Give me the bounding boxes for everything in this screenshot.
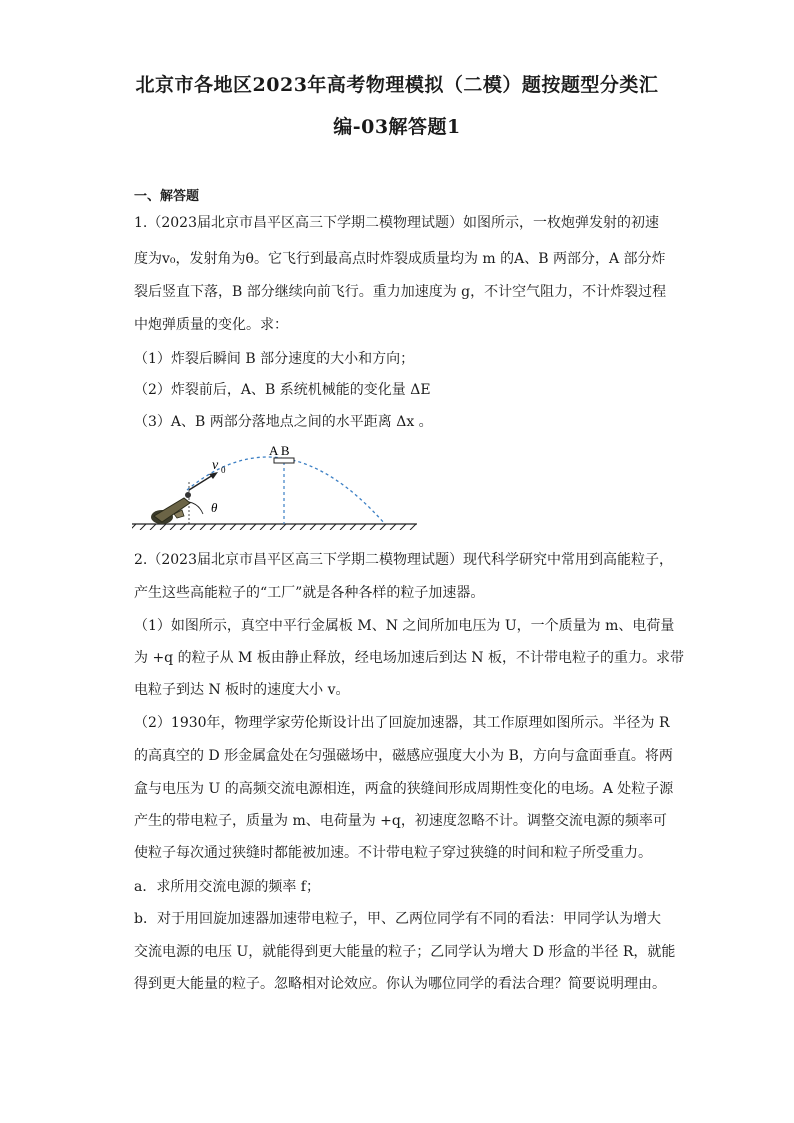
q1-line: 1.（2023届北京市昌平区高三下学期二模物理试题）如图所示，一枚炮弹发射的初速 [134, 215, 659, 231]
q2-line: a．求所用交流电源的频率 f； [134, 879, 320, 895]
q2-line: 盒与电压为 U 的高频交流电源相连，两盒的狭缝间形成周期性变化的电场。A 处粒子源 [134, 781, 674, 797]
q1-line: 度为v₀，发射角为θ。它飞行到最高点时炸裂成质量均为 m 的A、B 两部分，A 部分炸 [134, 251, 666, 267]
angle-arc [189, 502, 203, 514]
v0-arrow [189, 475, 213, 490]
q1-part-line: （2）炸裂前后，A、B 系统机械能的变化量 ΔE [134, 382, 431, 398]
label-ab: A B [269, 443, 290, 458]
q1-line: 裂后竖直下落，B 部分继续向前飞行。重力加速度为 g，不计空气阻力，不计炸裂过程 [134, 284, 667, 300]
q1-line: 中炮弹质量的变化。求： [134, 317, 288, 333]
ground-hatching [132, 524, 416, 530]
q2-line: 产生这些高能粒子的“工厂”就是各种各样的粒子加速器。 [134, 585, 485, 601]
doc-title-line-2: 编-03解答题1 [333, 116, 461, 138]
q2-line: （2）1930年，物理学家劳伦斯设计出了回旋加速器，其工作原理如图所示。半径为 R [134, 715, 670, 731]
q2-line: 产生的带电粒子，质量为 m、电荷量为 +q，初速度忽略不计。调整交流电源的频率可 [134, 813, 667, 829]
q2-line: 得到更大能量的粒子。忽略相对论效应。你认为哪位同学的看法合理？简要说明理由。 [134, 976, 666, 992]
q1-part-line: （3）A、B 两部分落地点之间的水平距离 Δx 。 [134, 414, 433, 430]
q1-part-line: （1）炸裂后瞬间 B 部分速度的大小和方向； [134, 351, 415, 367]
label-v0: v [212, 458, 219, 473]
shell-at-apex [274, 458, 294, 463]
cannon-illustration [151, 492, 191, 524]
q2-line: 交流电源的电压 U，就能得到更大能量的粒子；乙同学认为增大 D 形盒的半径 R，就能 [134, 944, 676, 960]
label-theta: θ [211, 500, 218, 515]
v0-arrowhead [209, 472, 218, 479]
q2-line: b．对于用回旋加速器加速带电粒子，甲、乙两位同学有不同的看法：甲同学认为增大 [134, 911, 661, 927]
q2-line: 电粒子到达 N 板时的速度大小 v。 [134, 682, 350, 698]
q2-line: 使粒子每次通过狭缝时都能被加速。不计带电粒子穿过狭缝的时间和粒子所受重力。 [134, 845, 652, 861]
section-heading: 一、解答题 [134, 189, 200, 204]
q2-line: 的高真空的 D 形金属盒处在匀强磁场中，磁感应强度大小为 B，方向与盒面垂直。将两 [134, 748, 673, 764]
q2-line: 2.（2023届北京市昌平区高三下学期二模物理试题）现代科学研究中常用到高能粒子， [134, 552, 673, 568]
q2-line: 为 +q 的粒子从 M 板由静止释放，经电场加速后到达 N 板，不计带电粒子的重力。求带 [134, 650, 684, 666]
label-v0-subscript: 0 [221, 465, 226, 475]
q2-line: （1）如图所示，真空中平行金属板 M、N 之间所加电压为 U，一个质量为 m、电荷量 [134, 618, 675, 634]
doc-title-line-1: 北京市各地区2023年高考物理模拟（二模）题按题型分类汇 [135, 74, 659, 96]
projectile-figure [132, 440, 422, 530]
